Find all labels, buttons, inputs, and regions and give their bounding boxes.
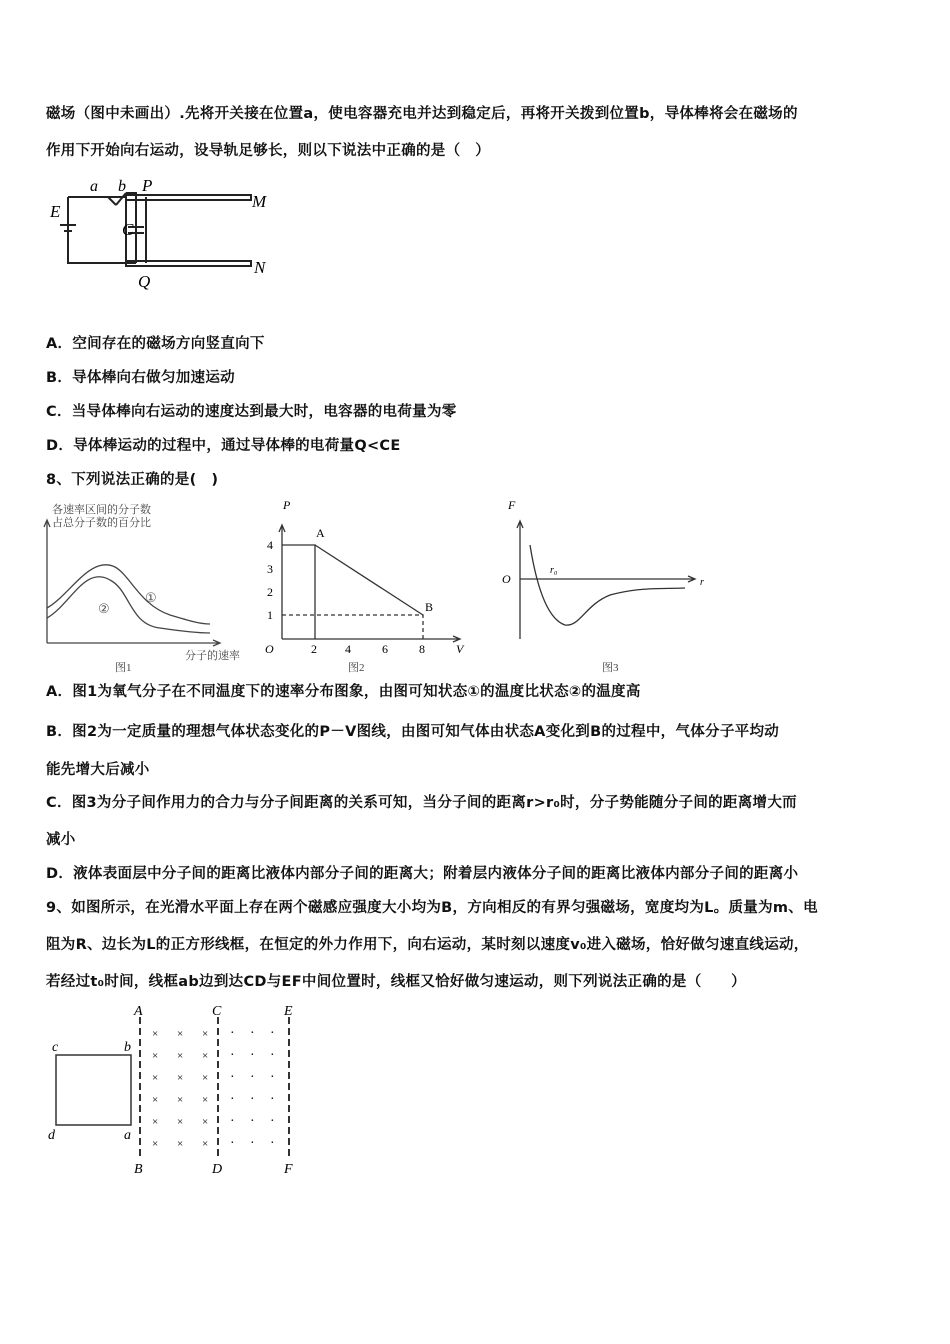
label-P: P: [142, 176, 153, 195]
label-M: M: [252, 192, 267, 211]
label-b: b: [118, 178, 126, 195]
field-out-of-page-mark: ·: [250, 1026, 255, 1041]
field-into-page-mark: ×: [177, 1138, 184, 1150]
fig2-point-b: B: [425, 600, 434, 614]
q8-option-c-line2: 减小: [46, 832, 76, 848]
label-d: d: [48, 1128, 55, 1143]
field-into-page-mark: ×: [152, 1094, 159, 1106]
fig3-caption: 图3: [602, 662, 619, 674]
q9-stem-line1: 9、如图所示，在光滑水平面上存在两个磁感应强度大小均为B，方向相反的有界匀强磁场，宽度均为L。质量为m、电: [46, 900, 818, 916]
field-into-page-mark: ×: [202, 1116, 209, 1128]
q7-option-b: B．导体棒向右做匀加速运动: [46, 370, 235, 386]
field-out-of-page-mark: ·: [230, 1048, 235, 1063]
q8-option-d: D．液体表面层中分子间的距离比液体内部分子间的距离大；附着层内液体分子间的距离比液体内部分子间的距离小: [46, 866, 799, 882]
q8-stem: 8、下列说法正确的是( ): [46, 472, 219, 488]
q8-option-a: A．图1为氧气分子在不同温度下的速率分布图象，由图可知状态①的温度比状态②的温度高: [46, 684, 641, 700]
field-into-page-mark: ×: [152, 1072, 159, 1084]
fig3-xlabel: r: [700, 577, 704, 588]
fig2-point-a: A: [316, 526, 325, 540]
label-D: D: [212, 1162, 223, 1177]
q8-option-c-line1: C．图3为分子间作用力的合力与分子间距离的关系可知，当分子间的距离r>r₀时，分子势能随分子间的距离增大而: [46, 795, 797, 811]
label-Q: Q: [138, 272, 151, 291]
label-A: A: [134, 1004, 143, 1019]
field-out-of-page-mark: ·: [250, 1048, 255, 1063]
fig2-ytick: 2: [267, 585, 273, 599]
field-into-page-mark: ×: [177, 1050, 184, 1062]
fig1-ylabel-line1: 各速率区间的分子数: [52, 504, 151, 516]
fig3-r0-label: r₀: [550, 565, 558, 576]
q9-field-figure: [46, 1003, 316, 1178]
field-into-page-mark: ×: [177, 1072, 184, 1084]
fig1-curve1-label: ①: [145, 590, 157, 605]
label-E: E: [50, 202, 61, 221]
label-N: N: [254, 258, 266, 277]
q7-stem-line1: 磁场（图中未画出）.先将开关接在位置a，使电容器充电并达到稳定后，再将开关拨到位置b，导体棒将会在磁场的: [46, 106, 798, 122]
field-out-of-page-mark: ·: [270, 1070, 275, 1085]
field-out-of-page-mark: ·: [270, 1048, 275, 1063]
fig2-xtick: 2: [311, 642, 317, 656]
field-into-page-mark: ×: [202, 1094, 209, 1106]
fig2-origin: O: [265, 642, 274, 656]
label-b: b: [124, 1040, 131, 1055]
fig3-ylabel: F: [508, 498, 516, 512]
q9-stem-line3: 若经过t₀时间，线框ab边到达CD与EF中间位置时，线框又恰好做匀速运动，则下列说法正确的是（ ）: [46, 974, 746, 990]
field-out-of-page-mark: ·: [270, 1114, 275, 1129]
label-B: B: [134, 1162, 143, 1177]
field-into-page-mark: ×: [202, 1072, 209, 1084]
q8-fig1: [40, 495, 240, 675]
field-out-of-page-mark: ·: [230, 1026, 235, 1041]
q8-option-b-line1: B．图2为一定质量的理想气体状态变化的P－V图线，由图可知气体由状态A变化到B的过程中，气体分子平均动: [46, 724, 780, 740]
label-C: C: [122, 220, 134, 239]
fig2-ytick: 3: [267, 562, 273, 576]
fig1-xlabel: 分子的速率: [185, 650, 240, 662]
field-into-page-mark: ×: [177, 1028, 184, 1040]
fig2-caption: 图2: [348, 662, 365, 674]
field-out-of-page-mark: ·: [250, 1070, 255, 1085]
field-out-of-page-mark: ·: [250, 1092, 255, 1107]
q7-option-a: A．空间存在的磁场方向竖直向下: [46, 336, 265, 352]
q8-fig2: [255, 495, 475, 675]
field-into-page-mark: ×: [202, 1138, 209, 1150]
fig2-ytick: 4: [267, 538, 273, 552]
fig1-curve2-label: ②: [98, 601, 110, 616]
q7-option-c: C．当导体棒向右运动的速度达到最大时，电容器的电荷量为零: [46, 404, 457, 420]
fig2-ytick: 1: [267, 608, 273, 622]
q7-circuit-figure: [46, 175, 286, 290]
label-F: F: [284, 1162, 293, 1177]
q8-option-b-line2: 能先增大后减小: [46, 762, 150, 778]
fig2-xtick: 4: [345, 642, 351, 656]
field-into-page-mark: ×: [152, 1138, 159, 1150]
q7-stem-line2: 作用下开始向右运动，设导轨足够长，则以下说法中正确的是（ ）: [46, 143, 490, 159]
label-C: C: [212, 1004, 222, 1019]
fig2-xtick: 8: [419, 642, 425, 656]
field-out-of-page-mark: ·: [270, 1136, 275, 1151]
field-into-page-mark: ×: [152, 1050, 159, 1062]
field-out-of-page-mark: ·: [270, 1092, 275, 1107]
field-into-page-mark: ×: [177, 1116, 184, 1128]
field-out-of-page-mark: ·: [270, 1026, 275, 1041]
label-a: a: [124, 1128, 131, 1143]
fig3-origin: O: [502, 572, 511, 586]
fig1-caption: 图1: [115, 662, 132, 674]
fig2-ylabel: P: [283, 498, 291, 512]
fig1-ylabel-line2: 占总分子数的百分比: [52, 517, 151, 529]
fig2-xlabel: V: [456, 642, 464, 656]
field-into-page-mark: ×: [177, 1094, 184, 1106]
field-into-page-mark: ×: [202, 1028, 209, 1040]
field-out-of-page-mark: ·: [250, 1136, 255, 1151]
field-into-page-mark: ×: [202, 1050, 209, 1062]
q8-fig3: [500, 495, 720, 675]
field-out-of-page-mark: ·: [230, 1092, 235, 1107]
field-into-page-mark: ×: [152, 1116, 159, 1128]
field-out-of-page-mark: ·: [250, 1114, 255, 1129]
fig2-xtick: 6: [382, 642, 388, 656]
label-c: c: [52, 1040, 59, 1055]
q7-option-d: D．导体棒运动的过程中，通过导体棒的电荷量Q<CE: [46, 438, 401, 454]
field-out-of-page-mark: ·: [230, 1114, 235, 1129]
field-into-page-mark: ×: [152, 1028, 159, 1040]
label-a: a: [90, 178, 98, 195]
q9-stem-line2: 阻为R、边长为L的正方形线框，在恒定的外力作用下，向右运动，某时刻以速度v₀进入磁场，恰好做匀速直线运动，: [46, 937, 809, 953]
field-out-of-page-mark: ·: [230, 1070, 235, 1085]
field-out-of-page-mark: ·: [230, 1136, 235, 1151]
label-E: E: [284, 1004, 293, 1019]
